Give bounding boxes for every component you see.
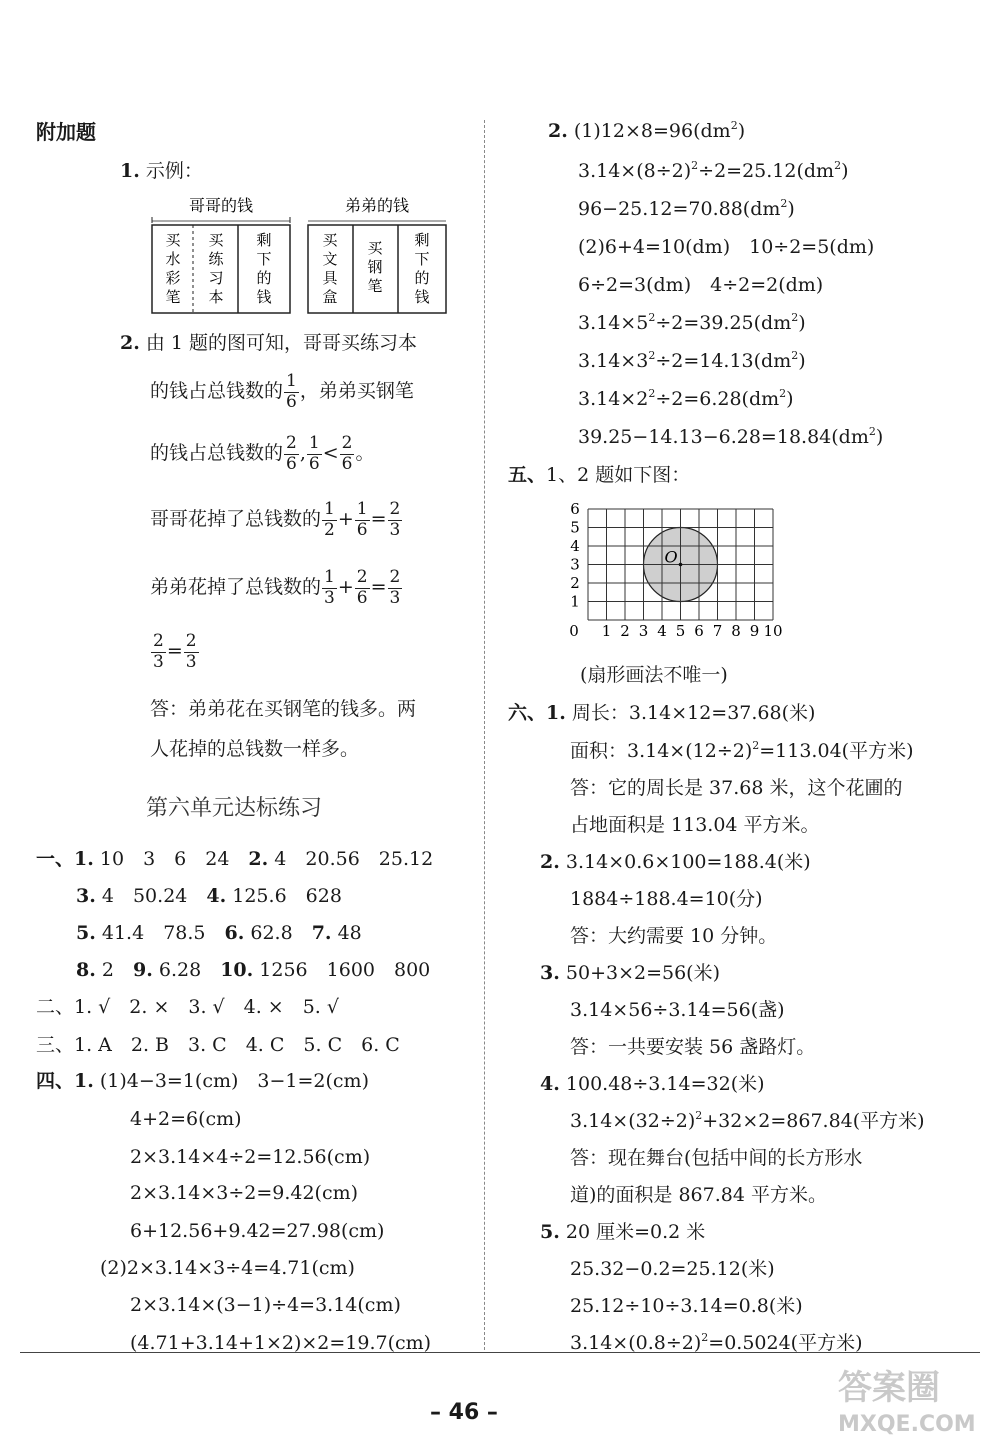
y-tick-label: 3	[570, 555, 580, 574]
r-q2-l7: $3.14\times 3^2\div 2=14.13(dm^2)$	[578, 349, 806, 372]
s6-l11: 4. 100.48÷3.14=32(米)	[540, 1073, 765, 1095]
col-0-char: 水	[165, 250, 181, 268]
coordinate-grid	[568, 502, 798, 648]
s4-row7: 2×3.14×(3−1)÷4=3.14(cm)	[130, 1294, 401, 1316]
col-1-char: 买	[208, 231, 224, 249]
s4-row5: 6+12.56+9.42=27.98(cm)	[130, 1220, 385, 1242]
r-q2-l2: $3.14\times(8\div 2)^2\div 2=25.12(dm^2)$	[578, 159, 849, 182]
s4-row1: 四、1. (1)4−3=1(cm) 3−1=2(cm)	[36, 1070, 369, 1092]
s4-row4: 2×3.14×3÷2=9.42(cm)	[130, 1182, 359, 1204]
r-q2-l9: $39.25-14.13-6.28=18.84(dm^2)$	[578, 425, 884, 448]
s4-row3: 2×3.14×4÷2=12.56(cm)	[130, 1146, 371, 1168]
q2-line6: $\frac{2}{3}$ = $\frac{2}{3}$	[153, 631, 197, 672]
col-3-char: 具	[322, 269, 338, 287]
col-0	[165, 231, 181, 306]
s6-l2: 面积：$3.14\times(12\div 2)^2=113.04$(平方米)	[570, 739, 914, 762]
unit-title: 第六单元达标练习	[146, 796, 323, 821]
q2-line1: 2. 由 1 题的图可知，哥哥买练习本	[120, 332, 418, 354]
s6-l13: 答：现在舞台(包括中间的长方形水	[570, 1147, 863, 1169]
x-tick-label: 6	[694, 622, 704, 640]
s5-note: (扇形画法不唯一)	[580, 664, 728, 686]
col-1	[208, 231, 224, 306]
q2-line4: 哥哥花掉了总钱数的 $\frac{1}{2}$ + $\frac{1}{6}$ = $\frac{2}{3}$	[150, 499, 401, 540]
col-3-char: 文	[322, 250, 338, 268]
s6-l10: 答：一共要安装 56 盏路灯。	[570, 1036, 816, 1058]
col-3-char: 盒	[322, 288, 338, 306]
col-2	[256, 231, 271, 306]
column-divider	[484, 120, 485, 1350]
x-tick-label: 3	[638, 622, 649, 640]
col-3-char: 买	[322, 231, 338, 249]
col-5-char: 钱	[414, 288, 430, 306]
col-2-char: 剩	[256, 231, 272, 249]
s5-row: 五、1、2 题如下图：	[508, 464, 691, 486]
col-1-char: 习	[208, 269, 224, 287]
col-0-char: 彩	[165, 269, 181, 287]
watermark-url: MXQE.COM	[838, 1412, 976, 1437]
money-table	[150, 195, 450, 317]
col-3	[322, 231, 338, 306]
col-5	[414, 231, 429, 306]
r-q2-l6: $3.14\times 5^2\div 2=39.25(dm^2)$	[578, 311, 806, 334]
s1-row3: 5. 41.4 78.5 6. 62.8 7. 48	[76, 922, 362, 944]
q2-answer1: 答：弟弟花在买钢笔的钱多。两	[150, 698, 417, 720]
y-tick-label: 4	[570, 537, 580, 555]
center-label: O	[664, 547, 678, 567]
s1-row1: 一、1. 10 3 6 24 2. 4 20.56 25.12	[36, 848, 434, 870]
x-tick-label: 4	[657, 622, 667, 640]
col-5-char: 剩	[414, 231, 430, 249]
s6-l16: 25.32−0.2=25.12(米)	[570, 1258, 775, 1280]
s1-row2: 3. 4 50.24 4. 125.6 628	[76, 885, 342, 907]
q2-line2: 的钱占总钱数的 $\frac{1}{6}$ ，弟弟买钢笔	[150, 371, 414, 412]
x-tick-label: 0	[569, 622, 579, 640]
s6-l17: 25.12÷10÷3.14=0.8(米)	[570, 1295, 803, 1317]
q2-answer2: 人花掉的总钱数一样多。	[150, 738, 360, 760]
q2-line5: 弟弟花掉了总钱数的 $\frac{1}{3}$ + $\frac{2}{6}$ = $\frac{2}{3}$	[150, 567, 401, 608]
col-2-char: 下	[256, 250, 272, 268]
s6-l12: $3.14\times(32\div 2)^2+32\times 2=867.84$(平方米)	[570, 1109, 925, 1132]
s6-l7: 答：大约需要 10 分钟。	[570, 925, 778, 947]
q1-line: 1. 示例：	[120, 160, 203, 182]
col-1-char: 练	[208, 250, 224, 268]
s6-l18: $3.14\times(0.8\div 2)^2=0.5024$(平方米)	[570, 1331, 863, 1354]
y-tick-label: 1	[570, 592, 580, 611]
s6-l15: 5. 20 厘米=0.2 米	[540, 1221, 706, 1243]
s6-l1: 六、1. 周长：3.14×12=37.68(米)	[508, 702, 816, 724]
x-tick-label: 5	[675, 622, 686, 640]
s6-l4: 占地面积是 113.04 平方米。	[570, 814, 820, 836]
y-tick-label: 6	[570, 502, 580, 518]
col-0-char: 笔	[165, 288, 181, 306]
col-4-char: 笔	[367, 277, 383, 295]
col-2-char: 钱	[256, 288, 272, 306]
header-brother: 哥哥的钱	[188, 196, 254, 215]
s4-row8: (4.71+3.14+1×2)×2=19.7(cm)	[130, 1332, 432, 1354]
x-tick-label: 9	[749, 622, 760, 640]
r-q2-l1: 2. $(1)12\times 8=96(dm^2)$	[548, 119, 746, 142]
x-tick-label: 10	[763, 622, 783, 640]
x-tick-label: 8	[731, 622, 741, 640]
watermark-logo: 答案圈	[838, 1368, 940, 1408]
col-2-char: 的	[256, 269, 272, 287]
s1-row4: 8. 2 9. 6.28 10. 1256 1600 800	[76, 959, 431, 981]
col-1-char: 本	[208, 288, 224, 306]
col-5-char: 的	[414, 269, 430, 287]
s3-row: 三、1. A 2. B 3. C 4. C 5. C 6. C	[36, 1034, 400, 1056]
x-tick-label: 1	[601, 622, 612, 640]
s6-l14: 道)的面积是 867.84 平方米。	[570, 1184, 827, 1206]
r-q2-l8: $3.14\times 2^2\div 2=6.28(dm^2)$	[578, 387, 794, 410]
s4-row2: 4+2=6(cm)	[130, 1108, 242, 1130]
s6-l8: 3. 50+3×2=56(米)	[540, 962, 721, 984]
col-4	[367, 239, 383, 295]
s6-l9: 3.14×56÷3.14=56(盏)	[570, 999, 785, 1021]
q2-line3: 的钱占总钱数的 $\frac{2}{6}$ , $\frac{1}{6}$ < $\frac{2}{6}$ 。	[150, 433, 375, 474]
y-tick-label: 2	[570, 574, 580, 592]
x-tick-label: 2	[620, 622, 630, 640]
footer-rule	[20, 1352, 980, 1353]
page-number: – 46 –	[430, 1400, 498, 1425]
s4-row6: (2)2×3.14×3÷4=4.71(cm)	[100, 1257, 355, 1279]
r-q2-l4: (2)6+4=10(dm) 10÷2=5(dm)	[578, 236, 875, 258]
s6-l5: 2. 3.14×0.6×100=188.4(米)	[540, 851, 811, 873]
s6-l3: 答：它的周长是 37.68 米，这个花圃的	[570, 777, 903, 799]
r-q2-l3: $96-25.12=70.88(dm^2)$	[578, 197, 795, 220]
col-4-char: 钢	[367, 258, 383, 276]
y-tick-label: 5	[570, 518, 580, 537]
col-0-char: 买	[165, 231, 181, 249]
heading-extra: 附加题	[36, 120, 96, 144]
r-q2-l5: 6÷2=3(dm) 4÷2=2(dm)	[578, 274, 824, 296]
s2-row: 二、1. √ 2. × 3. √ 4. × 5. √	[36, 996, 339, 1018]
col-4-char: 买	[367, 239, 383, 257]
header-younger: 弟弟的钱	[344, 196, 410, 215]
col-5-char: 下	[414, 250, 430, 268]
center-dot	[679, 563, 683, 567]
s6-l6: 1884÷188.4=10(分)	[570, 888, 763, 910]
x-tick-label: 7	[712, 622, 723, 640]
